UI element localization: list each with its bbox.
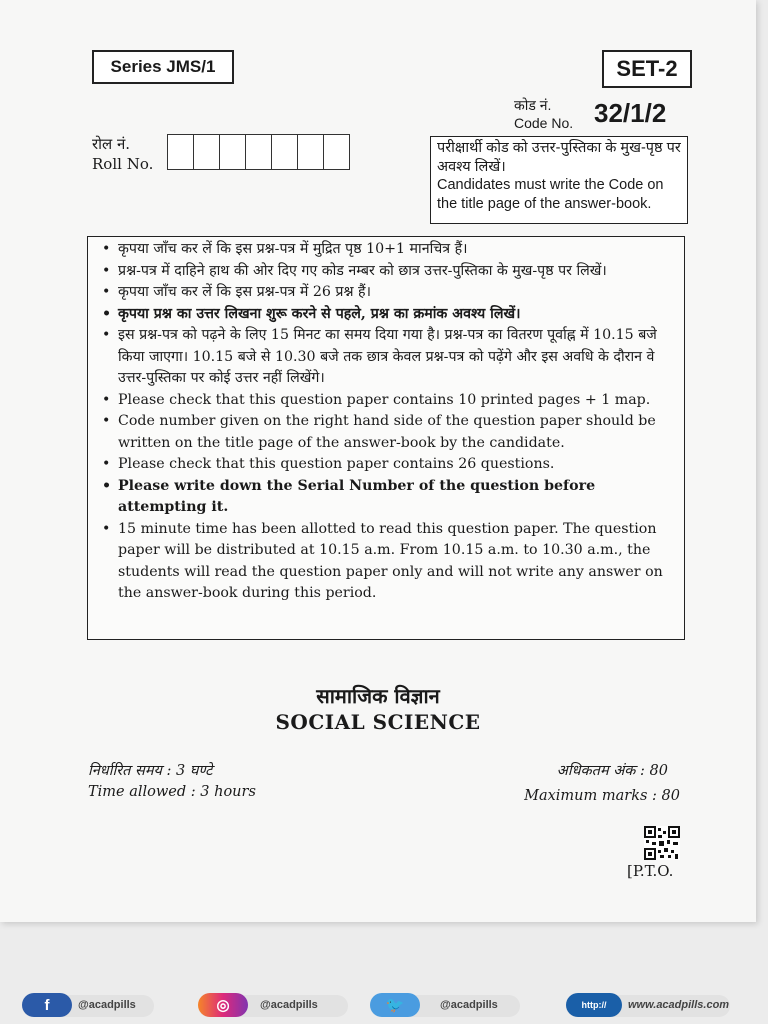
roll-number-cell[interactable] — [219, 134, 246, 170]
roll-number-cell[interactable] — [193, 134, 220, 170]
website-url: www.acadpills.com — [628, 999, 730, 1011]
instruction-item: • कृपया जाँच कर लें कि इस प्रश्न-पत्र में 26 प्रश्न हैं। — [100, 282, 674, 304]
subject-title-hindi: सामाजिक विज्ञान — [316, 684, 440, 708]
roll-label-english: Roll No. — [92, 155, 154, 173]
code-number: 32/1/2 — [594, 98, 667, 128]
subject-title-english: SOCIAL SCIENCE — [275, 710, 481, 734]
instruction-item: • प्रश्न-पत्र में दाहिने हाथ की ओर दिए गए कोड नम्बर को छात्र उत्तर-पुस्तिका के मुख-पृष्ठ पर लिखें। — [100, 261, 674, 283]
twitter-handle: @acadpills — [440, 999, 498, 1011]
time-allowed-hindi: निर्धारित समय : 3 घण्टे — [88, 763, 213, 779]
instruction-item: • Code number given on the right hand side of the question paper should be written on the title page of the answer-book by the candidate. — [100, 411, 674, 454]
instagram-handle: @acadpills — [260, 999, 318, 1011]
facebook-link[interactable] — [22, 993, 136, 1017]
roll-number-cell[interactable] — [167, 134, 194, 170]
roll-number-cell[interactable] — [271, 134, 298, 170]
instruction-list — [100, 239, 674, 605]
general-instructions-box — [87, 236, 685, 640]
code-label-hindi: कोड नं. — [514, 97, 552, 113]
instagram-link[interactable] — [198, 993, 318, 1017]
code-label — [514, 96, 573, 132]
roll-number-boxes[interactable] — [168, 134, 350, 170]
instruction-item: • कृपया प्रश्न का उत्तर लिखना शुरू करने से पहले, प्रश्न का क्रमांक अवश्य लिखें। — [100, 304, 674, 326]
instruction-item: • Please write down the Serial Number of the question before attempting it. — [100, 476, 674, 519]
roll-number-cell[interactable] — [297, 134, 324, 170]
instagram-icon: ◎ — [198, 993, 248, 1017]
instruction-item: • 15 minute time has been allotted to read this question paper. The question paper will be distributed at 10.15 a.m. From 10.15 a.m. to 10.30 a.m., the students will read the question paper only and will not write any answer on the answer-book during this period. — [100, 519, 674, 605]
instruction-item: • Please check that this question paper contains 10 printed pages + 1 map. — [100, 390, 674, 412]
facebook-icon: f — [22, 993, 72, 1017]
instruction-item: • इस प्रश्न-पत्र को पढ़ने के लिए 15 मिनट का समय दिया गया है। प्रश्न-पत्र का वितरण पूर्वाह्न में 10.15 बजे किया जाएगा। 10.15 बजे से 10.30 बजे तक छात्र केवल प्रश्न-पत्र को पढ़ेंगे और इस अवधि के दौरान वे उत्तर-पुस्तिका पर कोई उत्तर नहीं लिखेंगे। — [100, 325, 674, 390]
roll-number-cell[interactable] — [323, 134, 350, 170]
code-instruction-box — [430, 136, 688, 224]
roll-label-hindi: रोल नं. — [92, 135, 131, 153]
instruction-item: • कृपया जाँच कर लें कि इस प्रश्न-पत्र में मुद्रित पृष्ठ 10+1 मानचित्र हैं। — [100, 239, 674, 261]
series-label: Series JMS/1 — [92, 50, 234, 84]
maximum-marks-hindi: अधिकतम अंक : 80 — [556, 763, 668, 779]
website-link[interactable] — [566, 993, 729, 1017]
set-label: SET-2 — [602, 50, 692, 88]
twitter-link[interactable] — [370, 993, 498, 1017]
instruction-item: • Please check that this question paper contains 26 questions. — [100, 454, 674, 476]
code-note-english: Candidates must write the Code on the title page of the answer-book. — [437, 177, 664, 212]
maximum-marks-english: Maximum marks : 80 — [524, 788, 680, 804]
code-label-english: Code No. — [514, 115, 574, 131]
web-icon: http:// — [566, 993, 622, 1017]
roll-label — [92, 134, 153, 174]
code-note-hindi: परीक्षार्थी कोड को उत्तर-पुस्तिका के मुख-पृष्ठ पर अवश्य लिखें। — [437, 140, 681, 175]
roll-number-cell[interactable] — [245, 134, 272, 170]
time-allowed-english: Time allowed : 3 hours — [88, 784, 256, 800]
qr-code-icon — [644, 826, 680, 860]
facebook-handle: @acadpills — [78, 999, 136, 1011]
twitter-icon: 🐦 — [370, 993, 420, 1017]
please-turn-over: [P.T.O. — [627, 862, 674, 880]
